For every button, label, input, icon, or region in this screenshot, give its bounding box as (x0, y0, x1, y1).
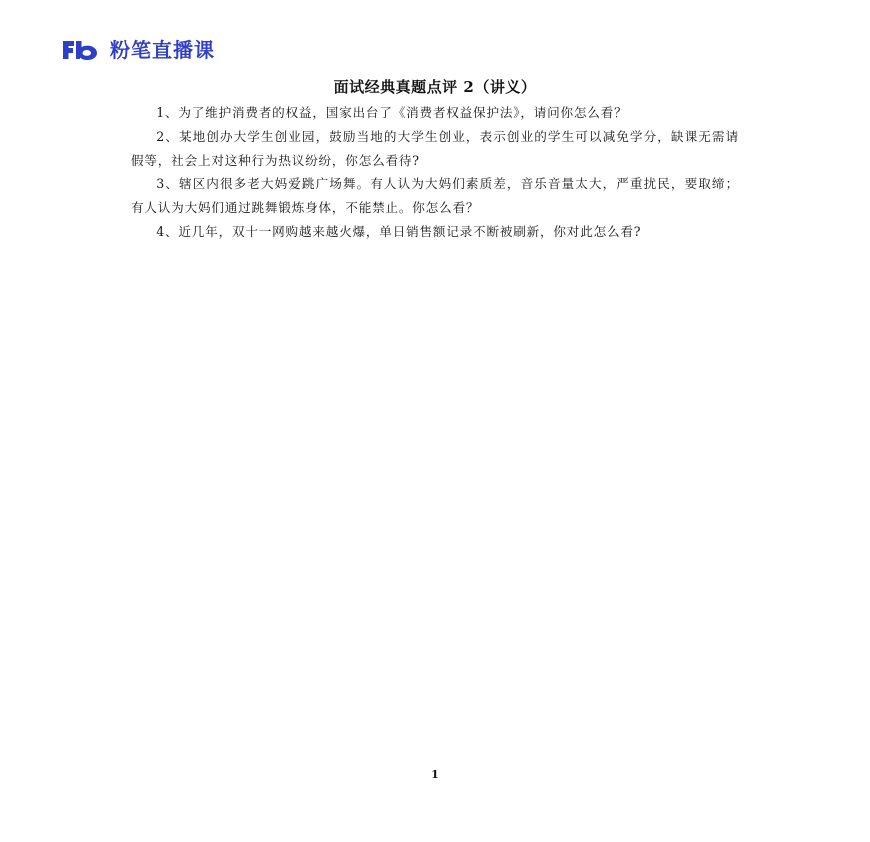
brand-name: 粉笔直播课 (110, 38, 215, 62)
document-title: 面试经典真题点评 2（讲义） (333, 78, 537, 96)
question-3: 3、辖区内很多老大妈爱跳广场舞。有人认为大妈们素质差，音乐音量太大，严重扰民，要取缔；有人认为大妈们通过跳舞锻炼身体，不能禁止。你怎么看？ (131, 176, 739, 216)
page-number: 1 (431, 768, 439, 781)
question-4: 4、近几年，双十一网购越来越火爆，单日销售额记录不断被刷新，你对此怎么看? (156, 223, 642, 239)
fb-logo-icon (60, 38, 102, 62)
question-1: 1、为了维护消费者的权益，国家出台了《消费者权益保护法》，请问你怎么看？ (156, 105, 628, 120)
question-list (131, 101, 739, 244)
question-2: 2、某地创办大学生创业园，鼓励当地的大学生创业，表示创业的学生可以减免学分，缺课无需请假等，社会上对这种行为热议纷纷，你怎么看待? (131, 128, 739, 168)
brand-logo (60, 36, 215, 64)
